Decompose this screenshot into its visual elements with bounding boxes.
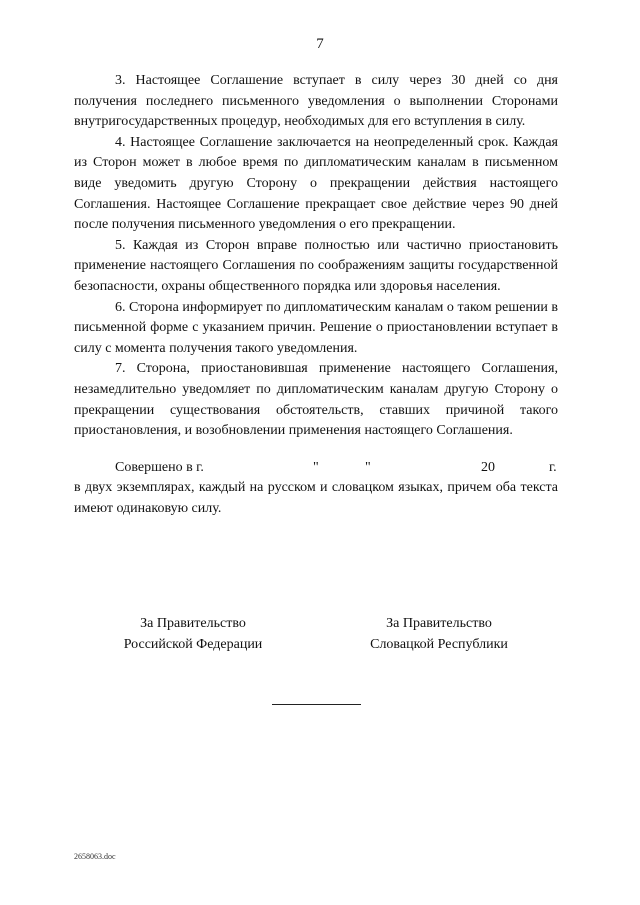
article-paragraph-5: 5. Каждая из Сторон вправе полностью или частично приостановить применение настоящего Соглашения по соображениям защиты государственной безопасности, охраны общественного порядка или здоровья населения. [74, 237, 558, 294]
signature-block [0, 614, 640, 664]
footer-file-name: 2658063.doc [74, 852, 116, 861]
article-paragraph-7: 7. Сторона, приостановившая применение настоящего Соглашения, незамедлительно уведомляет по дипломатическим каналам другую Сторону о прекращении существования обстоятельств, ставших причиной такого приостановления, и возобновлении применения настоящего Соглашения. [74, 361, 558, 439]
signature-slovakia-line2: Словацкой Республики [370, 636, 508, 652]
date-quote-close: " [365, 459, 371, 475]
signature-russia-line1: За Правительство [140, 616, 246, 631]
signed-copies-statement: в двух экземплярах, каждый на русском и словацком языках, причем оба текста имеют одинаковую силу. [74, 480, 558, 516]
signature-russia-line2: Российской Федерации [123, 636, 263, 652]
signature-russia [118, 614, 268, 655]
signed-place-label: Совершено в г. [115, 459, 204, 475]
signature-slovakia [364, 614, 514, 655]
article-paragraph-4: 4. Настоящее Соглашение заключается на неопределенный срок. Каждая из Сторон может в любое время по дипломатическим каналам в письменном виде уведомить другую Сторону о прекращении действия настоящего Соглашения. Настоящее Соглашение прекращает свое действие через 90 дней после получения письменного уведомления о его прекращении. [74, 134, 558, 233]
page-number: 7 [316, 36, 324, 52]
year-suffix: г. [549, 459, 557, 475]
end-divider [272, 704, 361, 705]
signed-place-date-line [74, 458, 558, 479]
document-body [74, 71, 558, 519]
year-prefix: 20 [481, 459, 495, 475]
article-paragraph-3: 3. Настоящее Соглашение вступает в силу через 30 дней со дня получения последнего письменного уведомления о выполнении Сторонами внутригосударственных процедур, необходимых для его вступления в силу. [74, 73, 558, 130]
article-paragraph-6: 6. Сторона информирует по дипломатическим каналам о таком решении в письменной форме с указанием причин. Решение о приостановлении вступает в силу с момента получения такого уведомления. [74, 299, 558, 356]
date-quote-open: " [313, 459, 319, 475]
signature-slovakia-line1: За Правительство [386, 616, 492, 631]
